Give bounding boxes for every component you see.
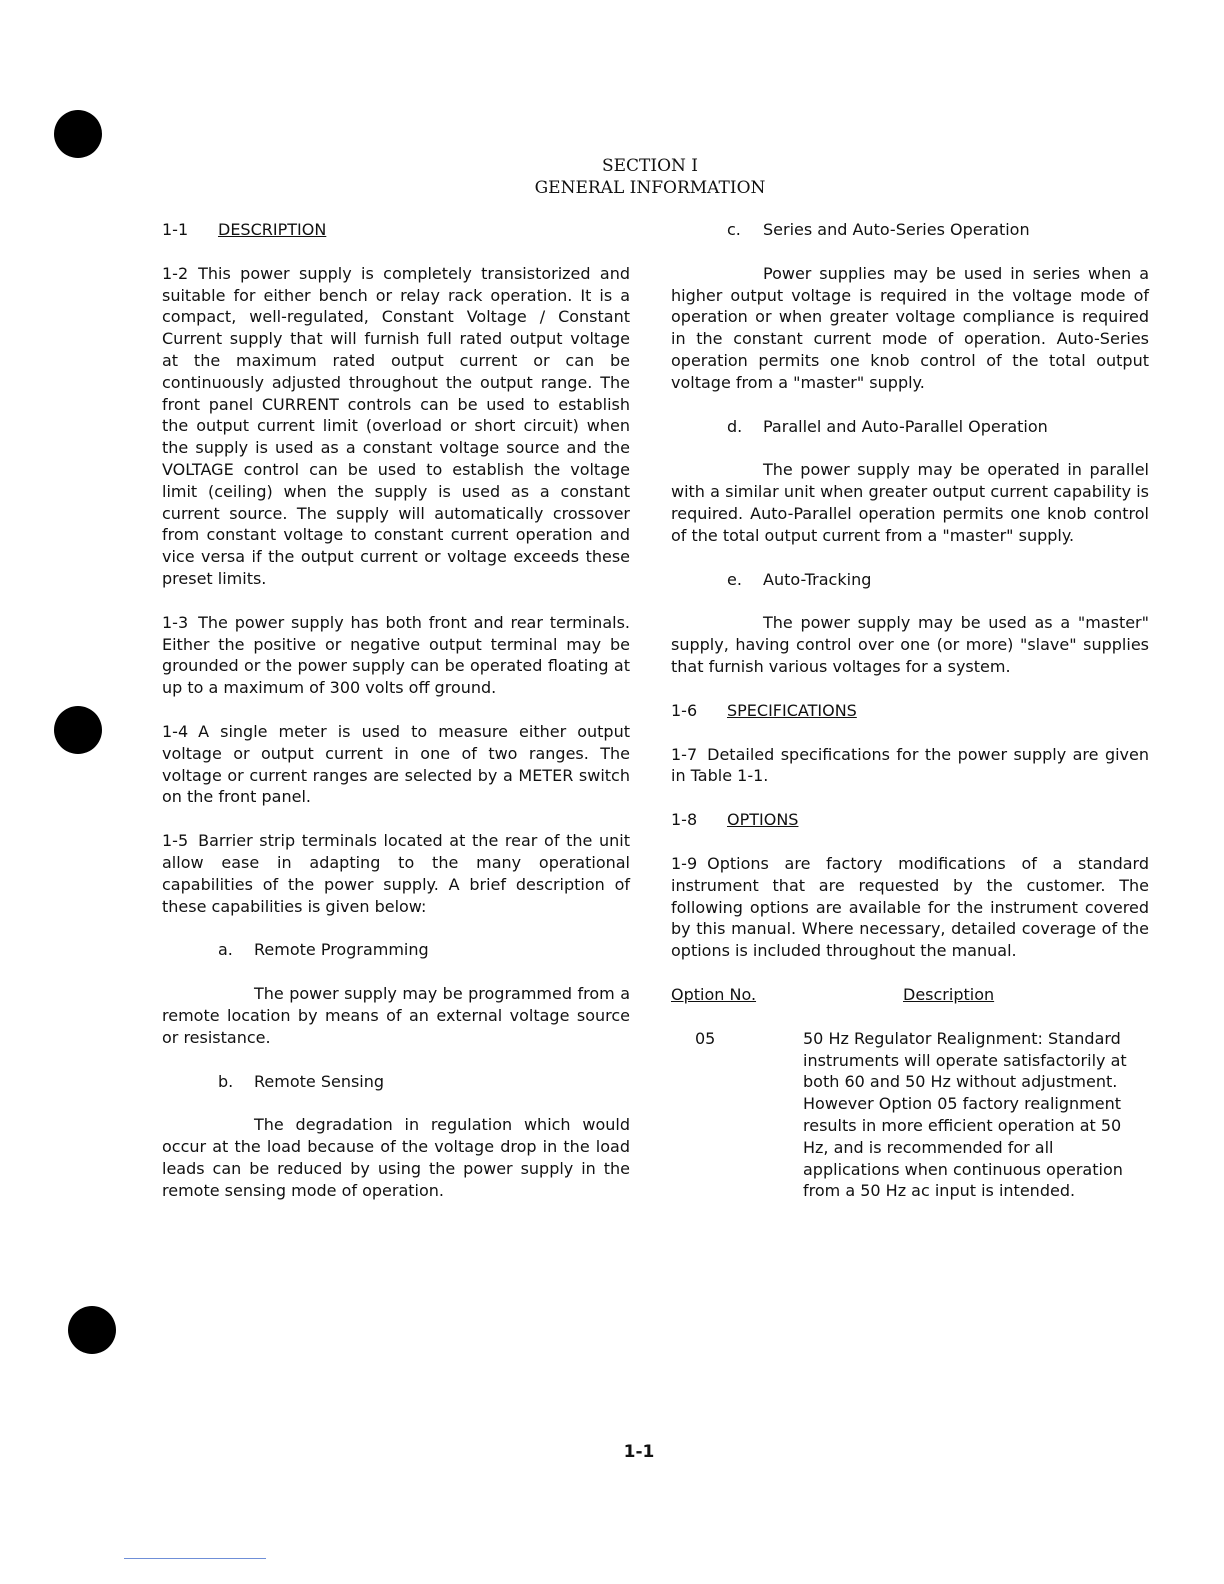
section-title: GENERAL INFORMATION <box>534 178 766 198</box>
heading-title: SPECIFICATIONS <box>727 700 857 720</box>
paragraph-number: 1-4 <box>162 721 189 741</box>
heading-number: 1-8 <box>671 810 698 830</box>
paragraph-remote-programming: The power supply may be programmed from a remote location by means of an external voltage source or resistance. <box>162 984 630 1047</box>
subheading-remote-programming <box>218 939 630 961</box>
subheading-letter: b. <box>218 1071 234 1091</box>
binder-hole-top <box>54 110 102 158</box>
paragraph-text: Detailed specifications for the power supply are given in Table 1-1. <box>671 744 1149 786</box>
paragraph-number: 1-3 <box>162 612 189 632</box>
subheading-series-operation <box>727 219 1149 241</box>
options-table-header <box>671 984 1149 1006</box>
heading-title: DESCRIPTION <box>218 220 327 239</box>
heading-title: OPTIONS <box>727 810 799 830</box>
paragraph-1-3 <box>162 612 630 699</box>
paragraph-1-4 <box>162 721 630 808</box>
subheading-parallel-operation <box>727 416 1149 438</box>
section-label: SECTION I <box>601 156 699 176</box>
paragraph-1-2 <box>162 263 630 590</box>
paragraph-auto-tracking: The power supply may be used as a "master" supply, having control over one (or more) "slave" supplies that furnish various voltages for a system. <box>671 613 1149 676</box>
paragraph-1-7 <box>671 744 1149 788</box>
heading-number: 1-6 <box>671 700 698 720</box>
binder-hole-middle <box>54 706 102 754</box>
subheading-title: Auto-Tracking <box>763 569 872 589</box>
subheading-auto-tracking <box>727 569 1149 591</box>
left-column <box>162 219 630 1223</box>
subheading-title: Series and Auto-Series Operation <box>763 220 1030 239</box>
paragraph-number: 1-2 <box>162 263 189 283</box>
option-description: 50 Hz Regulator Realignment: Standard instruments will operate satisfactorily at both 60 and 50 Hz without adjustment. However Option 05 factory realignment results in more efficient operation at 50 Hz, and is recommended for all applications when continuous operation from a 50 Hz ac input is intended. <box>803 1028 1127 1201</box>
subheading-letter: e. <box>727 569 742 589</box>
subheading-letter: c. <box>727 220 741 239</box>
paragraph-text: The power supply has both front and rear terminals. Either the positive or negative output terminal may be grounded or the power supply can be operated floating at up to a maximum of 300 volts off ground. <box>162 612 630 698</box>
paragraph-series-operation: Power supplies may be used in series when a higher output voltage is required in the voltage mode of operation or when greater voltage compliance is required in the constant current mode of operation. Auto-Series operation permits one knob control of the total output voltage from a "master" supply. <box>671 263 1149 392</box>
paragraph-number: 1-5 <box>162 831 189 851</box>
table-row <box>671 1028 1149 1202</box>
option-number: 05 <box>695 1028 716 1048</box>
subheading-letter: d. <box>727 416 743 436</box>
paragraph-number: 1-9 <box>671 853 698 873</box>
paragraph-parallel-operation: The power supply may be operated in parallel with a similar unit when greater output current capability is required. Auto-Parallel operation permits one knob control of the total output current from a "master" supply. <box>671 460 1149 545</box>
heading-specifications <box>671 700 1149 722</box>
subheading-title: Parallel and Auto-Parallel Operation <box>763 416 1048 436</box>
paragraph-text: A single meter is used to measure either output voltage or output current in one of two ranges. The voltage or current ranges are selected by a METER switch on the front panel. <box>162 721 630 807</box>
page-number: 1-1 <box>623 1442 655 1462</box>
right-column <box>671 219 1149 1224</box>
subheading-remote-sensing <box>218 1071 630 1093</box>
subheading-title: Remote Programming <box>254 940 429 960</box>
paragraph-remote-sensing: The degradation in regulation which would occur at the load because of the voltage drop in the load leads can be reduced by using the power supply in the remote sensing mode of operation. <box>162 1115 630 1200</box>
column-header-description: Description <box>903 984 995 1004</box>
paragraph-number: 1-7 <box>671 744 698 764</box>
paragraph-text: Barrier strip terminals located at the rear of the unit allow ease in adapting to the many operational capabilities of the power supply. A brief description of these capabilities is given below: <box>162 831 630 916</box>
footer-rule <box>124 1558 266 1559</box>
paragraph-1-9 <box>671 853 1149 962</box>
binder-hole-bottom <box>68 1306 116 1354</box>
subheading-letter: a. <box>218 940 233 960</box>
column-header-option-no: Option No. <box>671 984 757 1004</box>
heading-number: 1-1 <box>162 220 189 239</box>
heading-options <box>671 809 1149 831</box>
heading-description <box>162 219 630 241</box>
paragraph-1-5 <box>162 830 630 917</box>
subheading-title: Remote Sensing <box>254 1071 385 1091</box>
paragraph-text: Options are factory modifications of a standard instrument that are requested by the customer. The following options are available for the instrument covered by this manual. Where necessary, detailed coverage of the options is included throughout the manual. <box>671 853 1149 961</box>
paragraph-text: This power supply is completely transistorized and suitable for either bench or relay rack operation. It is a compact, well-regulated, Constant Voltage / Constant Current supply that will furnish full rated output voltage at the maximum rated output current or can be continuously adjusted throughout the output range. The front panel CURRENT controls can be used to establish the output current limit (overload or short circuit) when the supply is used as a constant voltage source and the VOLTAGE control can be used to establish the voltage limit (ceiling) when the supply is used as a constant current source. The supply will automatically crossover from constant voltage to constant current operation and vice versa if the output current or voltage exceeds these preset limits. <box>162 263 630 588</box>
